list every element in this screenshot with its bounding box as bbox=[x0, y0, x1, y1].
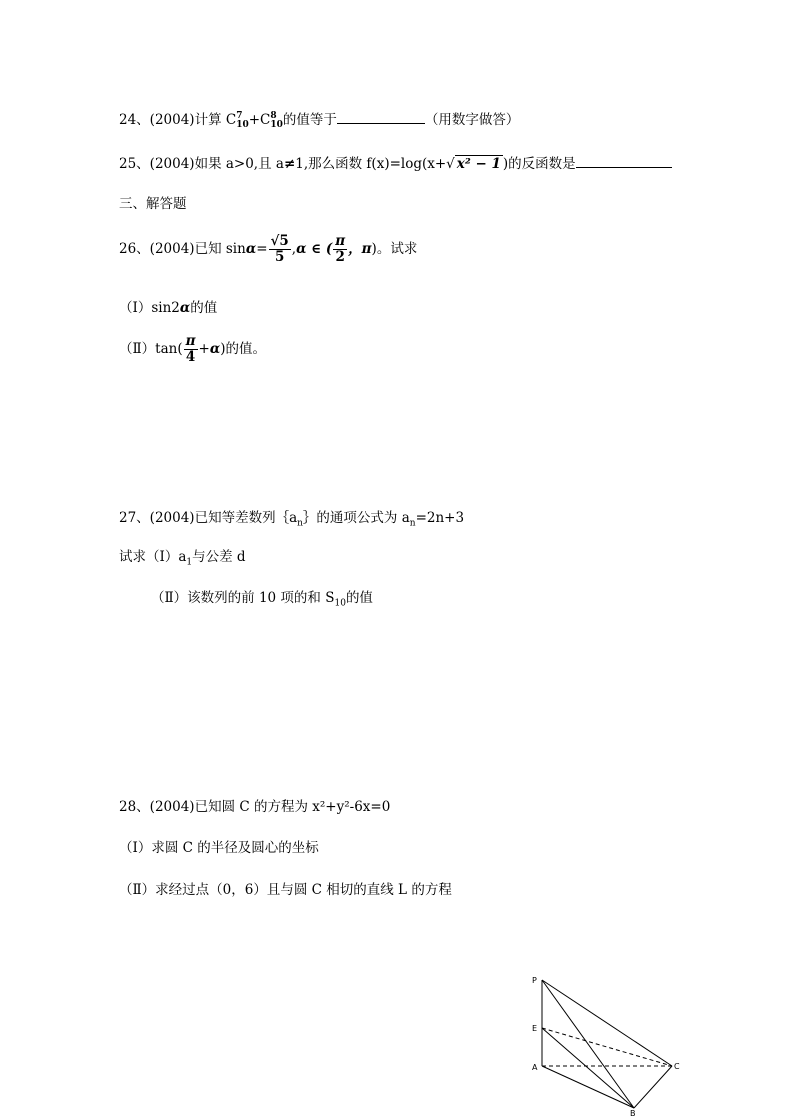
edge-PB bbox=[542, 980, 634, 1108]
question-25 bbox=[119, 152, 672, 172]
sqrt5-over-5 bbox=[269, 234, 291, 265]
q25-prefix: 25、(2004)如果 a>0,且 a bbox=[119, 156, 284, 172]
q27-mid: ｝的通项公式为 a bbox=[302, 510, 410, 526]
label-B: B bbox=[630, 1109, 636, 1116]
q27-part1-suffix: 与公差 d bbox=[192, 549, 246, 565]
question-27-part2 bbox=[151, 586, 373, 609]
label-A: A bbox=[532, 1063, 538, 1072]
pi-den: 2 bbox=[335, 248, 345, 265]
geometry-figure bbox=[530, 970, 690, 1120]
edge-EB bbox=[542, 1028, 634, 1108]
sub-1: 1 bbox=[186, 557, 193, 568]
pi-over-2 bbox=[333, 234, 347, 265]
edge-BC bbox=[634, 1066, 672, 1108]
q24-suffix: 的值等于 bbox=[282, 112, 337, 128]
answer-blank-25[interactable] bbox=[576, 155, 672, 168]
answer-blank-24[interactable] bbox=[337, 111, 425, 124]
c1-sup: 7 bbox=[236, 110, 243, 121]
q26-part1-suffix: 的值 bbox=[190, 300, 218, 316]
q26-suffix: )。试求 bbox=[371, 240, 418, 257]
q27-part2-prefix: （Ⅱ）该数列的前 10 项的和 S bbox=[151, 590, 335, 606]
c1-index bbox=[236, 112, 249, 130]
question-28-part1: （Ⅰ）求圆 C 的半径及圆心的坐标 bbox=[119, 840, 319, 856]
edge-AB bbox=[542, 1066, 634, 1108]
q27-part1-prefix: 试求（Ⅰ）a bbox=[119, 549, 187, 565]
frac-num: √5 bbox=[270, 233, 289, 249]
question-26-part1 bbox=[119, 296, 217, 316]
sub-10: 10 bbox=[334, 598, 346, 609]
edge-PC bbox=[542, 980, 672, 1066]
q26-comma: , bbox=[291, 240, 297, 257]
question-28-part2: （Ⅱ）求经过点（0，6）且与圆 C 相切的直线 L 的方程 bbox=[119, 882, 452, 898]
question-27-part1 bbox=[119, 545, 246, 568]
q27-formula: =2n+3 bbox=[415, 510, 465, 526]
c2-sup: 8 bbox=[270, 110, 277, 121]
q26-plus: + bbox=[198, 340, 210, 357]
label-P: P bbox=[532, 976, 537, 985]
q26-eq: = bbox=[256, 240, 268, 257]
q26-part2-prefix: （Ⅱ）tan( bbox=[119, 340, 183, 357]
pyramid-diagram bbox=[530, 970, 690, 1116]
c2-sub: 10 bbox=[270, 119, 283, 130]
sub-n: n bbox=[297, 518, 303, 529]
question-27 bbox=[119, 506, 464, 529]
q24-plus: +C bbox=[248, 112, 271, 128]
alpha-symbol: α bbox=[209, 340, 221, 357]
q26-part2-suffix: )的值。 bbox=[220, 340, 266, 357]
pi4-num: π bbox=[185, 333, 196, 349]
alpha-symbol: α bbox=[179, 300, 191, 316]
question-26-part2 bbox=[119, 334, 266, 365]
edge-EC bbox=[542, 1028, 672, 1066]
question-24 bbox=[119, 108, 519, 130]
alpha-in: α ∈ ( bbox=[296, 240, 333, 257]
q27-part2-suffix: 的值 bbox=[345, 590, 373, 606]
alpha-symbol: α bbox=[245, 240, 257, 257]
label-E: E bbox=[532, 1024, 538, 1033]
pi-over-4 bbox=[184, 334, 198, 365]
q25-suffix: )的反函数是 bbox=[502, 156, 576, 172]
c2-index bbox=[270, 112, 283, 130]
q26-part1-prefix: （Ⅰ）sin2 bbox=[119, 300, 180, 316]
neq-symbol: ≠ bbox=[283, 156, 296, 172]
sqrt-body: x² − 1 bbox=[456, 156, 501, 172]
pi-num: π bbox=[335, 233, 346, 249]
sqrt-symbol: √ bbox=[446, 156, 455, 172]
sub-n2: n bbox=[409, 518, 416, 529]
pi-end: ，π bbox=[348, 240, 372, 257]
q24-prefix: 24、(2004)计算 C bbox=[119, 112, 237, 128]
label-C: C bbox=[674, 1062, 680, 1071]
q26-prefix: 26、(2004)已知 sin bbox=[119, 240, 246, 257]
pi4-den: 4 bbox=[185, 348, 196, 365]
question-28: 28、(2004)已知圆 C 的方程为 x²+y²-6x=0 bbox=[119, 799, 391, 815]
section-title: 三、解答题 bbox=[119, 196, 187, 212]
frac-den: 5 bbox=[274, 248, 285, 265]
q27-prefix: 27、(2004)已知等差数列｛a bbox=[119, 510, 298, 526]
q24-note: （用数字做答） bbox=[424, 112, 520, 128]
q25-mid: 1,那么函数 f(x)=log(x+ bbox=[295, 156, 447, 172]
question-26 bbox=[119, 234, 417, 265]
c1-sub: 10 bbox=[236, 119, 249, 130]
